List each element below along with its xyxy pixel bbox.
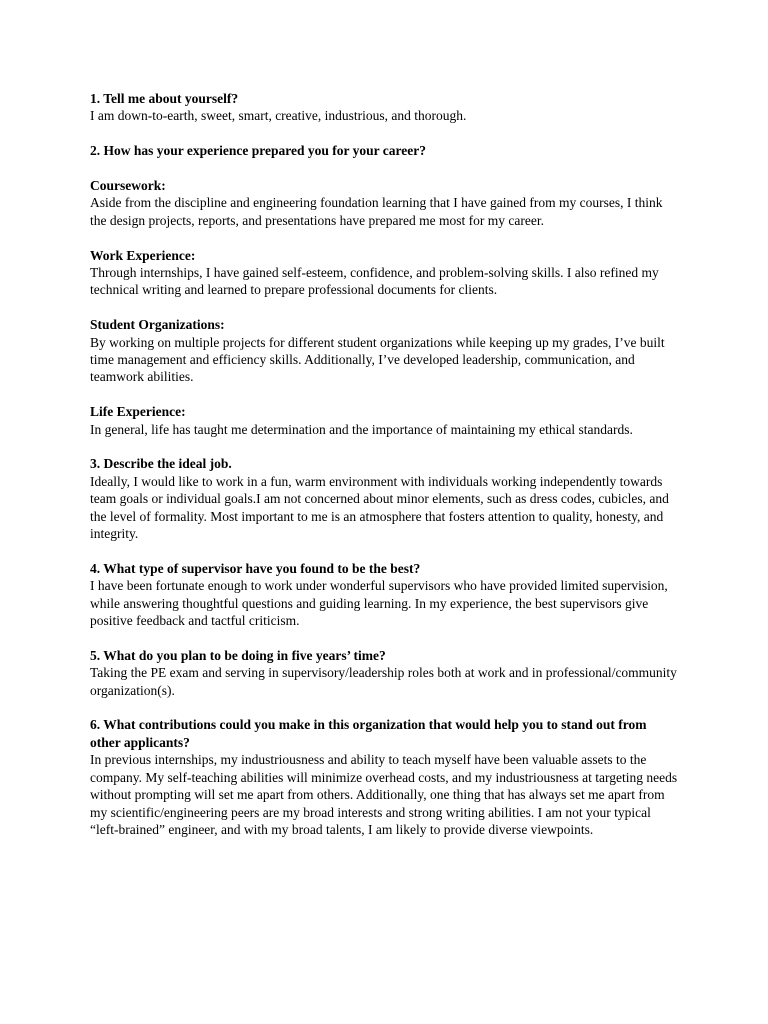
student-organizations-text: By working on multiple projects for different student organizations while keeping up my grades, I’ve built time management and efficiency skills. Additionally, I’ve developed leadership, communication, and teamwork abilities.: [90, 334, 665, 385]
question-6-answer: In previous internships, my industriousness and ability to teach myself have been valuable assets to the company. My self-teaching abilities will minimize overhead costs, and my industriousness at targeting needs without prompting will set me apart from others. Additionally, one thing that has always set me apart from my scientific/engineering peers are my broad interests and strong writing abilities. I am not your typical “left-brained” engineer, and with my broad talents, I am likely to provide diverse viewpoints.: [90, 752, 678, 837]
student-organizations-heading: Student Organizations:: [90, 317, 225, 333]
question-2-block: [90, 142, 680, 159]
question-4-block: [90, 560, 680, 630]
question-5-block: [90, 647, 680, 699]
question-4-answer: I have been fortunate enough to work under wonderful supervisors who have provided limited supervision, while answering thoughtful questions and guiding learning. In my experience, the best supervisors give positive feedback and tactful criticism.: [90, 578, 668, 629]
coursework-section: [90, 177, 680, 229]
life-experience-heading: Life Experience:: [90, 404, 186, 420]
question-6-block: [90, 716, 680, 838]
work-experience-text: Through internships, I have gained self-esteem, confidence, and problem-solving skills. I also refined my technical writing and learned to prepare professional documents for clients.: [90, 265, 659, 298]
document-page: [90, 90, 680, 856]
question-1-answer: I am down-to-earth, sweet, smart, creative, industrious, and thorough.: [90, 108, 467, 124]
question-4-heading: 4. What type of supervisor have you found to be the best?: [90, 560, 421, 576]
question-1-heading: 1. Tell me about yourself?: [90, 91, 239, 106]
student-organizations-section: [90, 316, 680, 386]
life-experience-text: In general, life has taught me determination and the importance of maintaining my ethical standards.: [90, 421, 633, 437]
question-2-heading: 2. How has your experience prepared you for your career?: [90, 143, 426, 159]
question-3-answer: Ideally, I would like to work in a fun, warm environment with individuals working independently towards team goals or individual goals.I am not concerned about minor elements, such as dress codes, cubicles, and the level of formality. Most important to me is an atmosphere that fosters attention to quality, honesty, and integrity.: [90, 473, 669, 542]
question-3-heading: 3. Describe the ideal job.: [90, 456, 232, 472]
question-3-block: [90, 455, 680, 542]
work-experience-heading: Work Experience:: [90, 247, 196, 263]
question-6-heading: 6. What contributions could you make in this organization that would help you to stand out from other applicants?: [90, 717, 647, 750]
question-5-answer: Taking the PE exam and serving in supervisory/leadership roles both at work and in professional/community organization(s).: [90, 665, 677, 698]
coursework-heading: Coursework:: [90, 178, 166, 193]
coursework-text: Aside from the discipline and engineering foundation learning that I have gained from my courses, I think the design projects, reports, and presentations have prepared me most for my career.: [90, 195, 663, 228]
life-experience-section: [90, 403, 680, 438]
question-5-heading: 5. What do you plan to be doing in five years’ time?: [90, 647, 386, 663]
question-1-block: [90, 90, 680, 125]
work-experience-section: [90, 247, 680, 299]
